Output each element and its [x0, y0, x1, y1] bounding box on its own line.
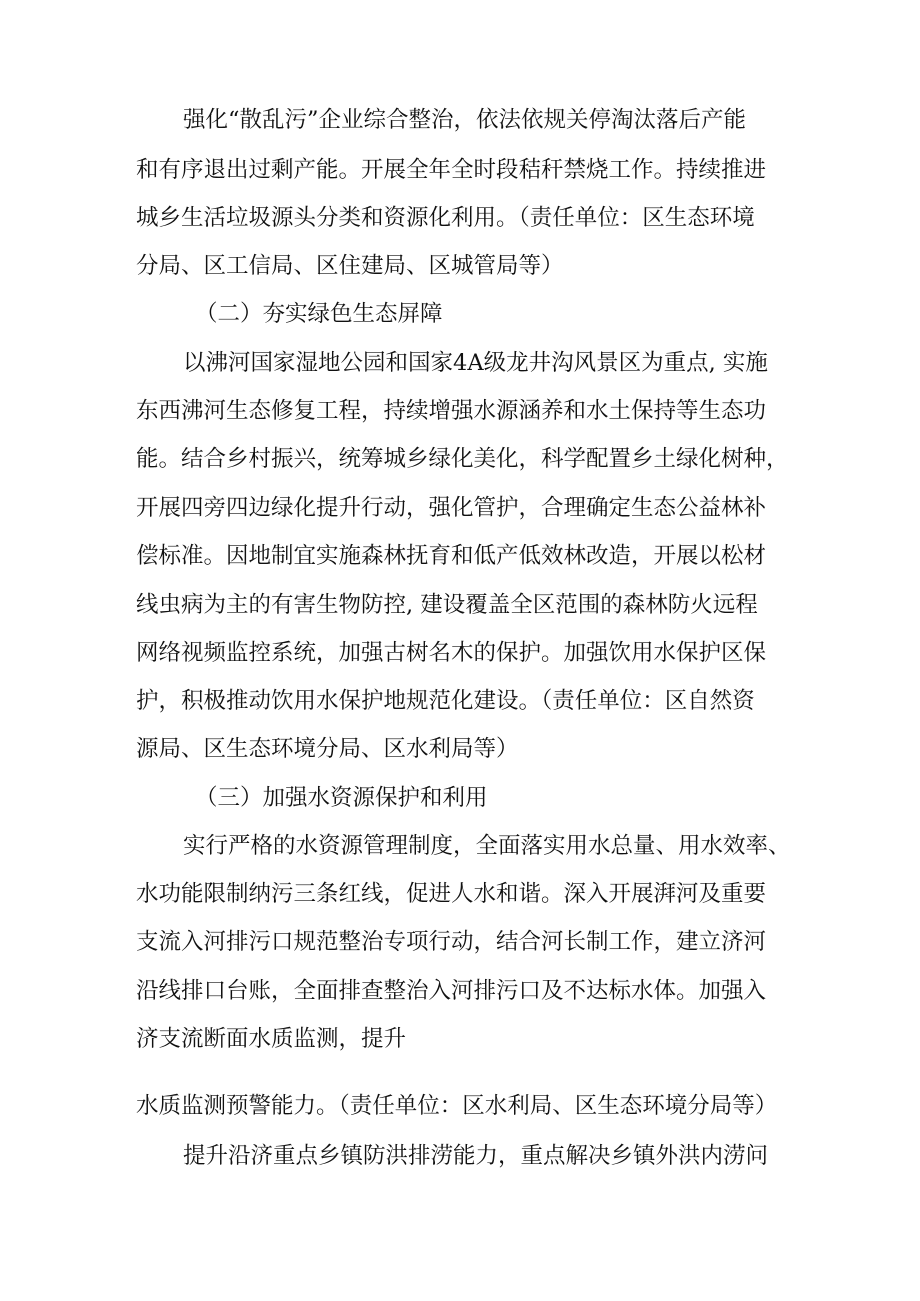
text-line: 偿标准。因地制宜实施森林抚育和低产低效林改造，开展以松材: [136, 543, 767, 569]
text-line: 护，积极推动饮用水保护地规范化建设。（责任单位：区自然资: [136, 688, 755, 714]
text-line: 东西沸河生态修复工程，持续增强水源涵养和水土保持等生态功: [136, 398, 767, 424]
text-line: 济支流断面水质监测，提升: [136, 1026, 407, 1052]
text-line: 开展四旁四边绿化提升行动，强化管护，合理确定生态公益林补: [136, 495, 767, 521]
text-line: 沿线排口台账，全面排查整治入河排污口及不达标水体。加强入: [136, 978, 767, 1004]
section-heading: （二）夯实绿色生态屏障: [195, 301, 443, 327]
text-line: 城乡生活垃圾源头分类和资源化利用。（责任单位：区生态环境: [136, 205, 755, 231]
text-line: 水功能限制纳污三条红线，促进人水和谐。深入开展湃河及重要: [136, 881, 767, 907]
text-line: 实行严格的水资源管理制度，全面落实用水总量、用水效率、: [183, 833, 791, 859]
text-line: 源局、区生态环境分局、区水利局等）: [136, 736, 519, 762]
text-line: 支流入河排污口规范整治专项行动，结合河长制工作，建立济河: [136, 929, 767, 955]
text-line: 和有序退出过剩产能。开展全年全时段秸秆禁烧工作。持续推进: [136, 157, 767, 183]
section-heading: （三）加强水资源保护和利用: [195, 785, 488, 811]
text-line: 线虫病为主的有害生物防控, 建设覆盖全区范围的森林防火远程: [136, 592, 758, 618]
text-line: 强化“散乱污”企业综合整治，依法依规关停淘汰落后产能: [183, 107, 747, 133]
text-line: 网络视频监控系统，加强古树名木的保护。加强饮用水保护区保: [136, 640, 767, 666]
text-line: 提升沿济重点乡镇防洪排涝能力，重点解决乡镇外洪内涝问: [183, 1143, 769, 1169]
text-line: 以沸河国家湿地公园和国家4A级龙井沟风景区为重点, 实施: [183, 350, 768, 376]
text-line: 能。结合乡村振兴，统筹城乡绿化美化，科学配置乡土绿化树种，: [136, 446, 789, 472]
text-line: 分局、区工信局、区住建局、区城管局等）: [136, 253, 564, 279]
text-line: 水质监测预警能力。（责任单位：区水利局、区生态环境分局等）: [136, 1093, 778, 1119]
